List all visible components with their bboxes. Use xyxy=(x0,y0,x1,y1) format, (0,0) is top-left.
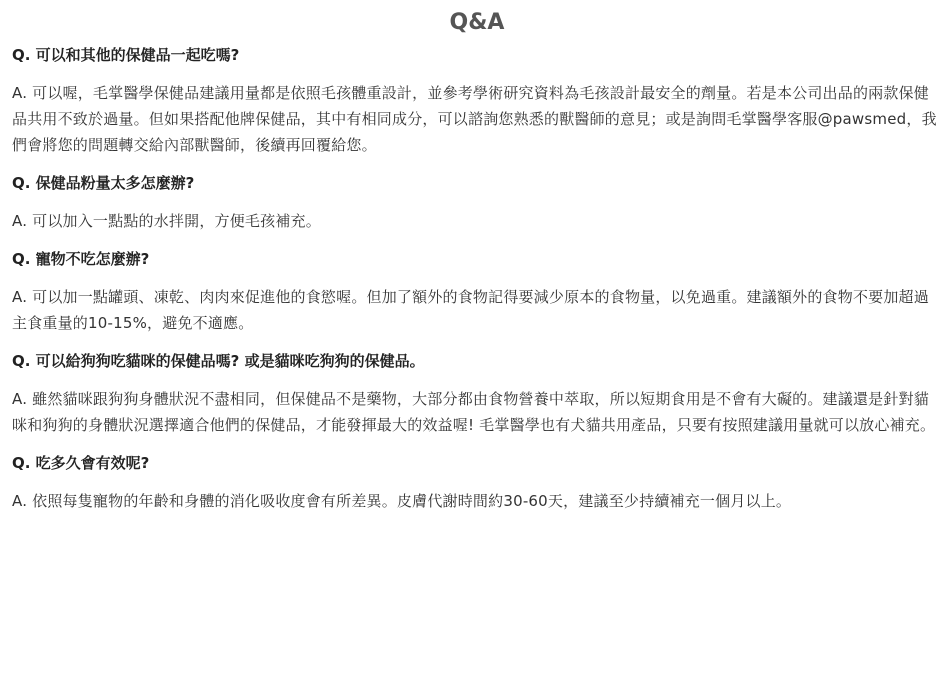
page-title: Q&A xyxy=(449,10,505,35)
answer-text: A. 依照每隻寵物的年齡和身體的消化吸收度會有所差異。皮膚代謝時間約30-60天，建議至少持續補充一個月以上。 xyxy=(12,492,792,510)
question-text: Q. 可以和其他的保健品一起吃嗎? xyxy=(12,46,240,64)
qa-item xyxy=(12,350,942,438)
qa-item xyxy=(12,172,942,234)
answer-text: A. 可以加一點罐頭、凍乾、肉肉來促進他的食慾喔。但加了額外的食物記得要減少原本的食物量，以免過重。建議額外的食物不要加超過主食重量的10-15%，避免不適應。 xyxy=(12,288,929,332)
qa-page xyxy=(0,6,952,681)
question-text: Q. 吃多久會有效呢? xyxy=(12,454,150,472)
answer-text: A. 可以加入一點點的水拌開，方便毛孩補充。 xyxy=(12,212,321,230)
question-text: Q. 寵物不吃怎麼辦? xyxy=(12,250,150,268)
qa-item xyxy=(12,452,942,514)
qa-item xyxy=(12,44,942,158)
qa-list xyxy=(12,44,942,514)
answer-text: A. 雖然貓咪跟狗狗身體狀況不盡相同，但保健品不是藥物，大部分都由食物營養中萃取，所以短期食用是不會有大礙的。建議還是針對貓咪和狗狗的身體狀況選擇適合他們的保健品，才能發揮最大的效益喔! 毛掌醫學也有犬貓共用產品，只要有按照建議用量就可以放心補充。 xyxy=(12,390,936,434)
qa-item xyxy=(12,248,942,336)
question-text: Q. 保健品粉量太多怎麼辦? xyxy=(12,174,195,192)
answer-text: A. 可以喔，毛掌醫學保健品建議用量都是依照毛孩體重設計，並參考學術研究資料為毛孩設計最安全的劑量。若是本公司出品的兩款保健品共用不致於過量。但如果搭配他牌保健品，其中有相同成分，可以諮詢您熟悉的獸醫師的意見；或是詢問毛掌醫學客服@pawsmed，我們會將您的問題轉交給內部獸醫師，後續再回覆給您。 xyxy=(12,84,937,154)
question-text: Q. 可以給狗狗吃貓咪的保健品嗎? 或是貓咪吃狗狗的保健品。 xyxy=(12,352,425,370)
